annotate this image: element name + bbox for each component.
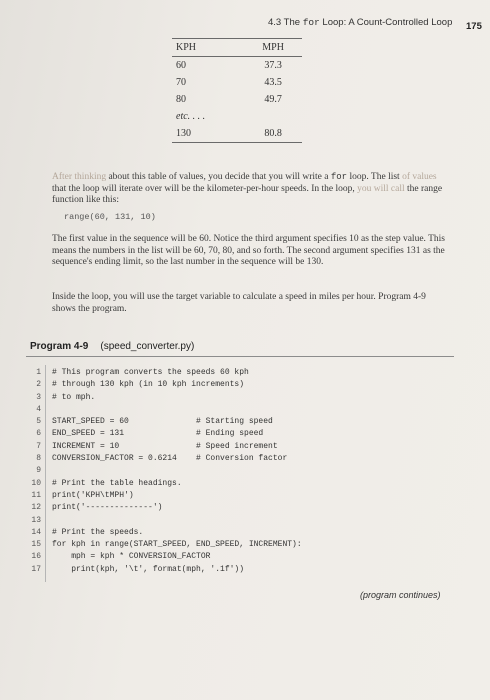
line-number: 7: [36, 441, 41, 451]
code-line: [30, 527, 302, 539]
code-line: [30, 392, 302, 404]
line-number: 13: [31, 515, 41, 525]
page-number: 175: [466, 21, 482, 32]
code-listing: [30, 367, 302, 576]
code-text: # Print the speeds.: [52, 527, 144, 537]
code-line: [30, 551, 302, 563]
code-text: print('KPH\tMPH'): [52, 490, 134, 500]
line-number: 4: [36, 404, 41, 414]
table-cell-mph: 43.5: [264, 77, 282, 88]
line-number: 6: [36, 429, 41, 439]
code-text: mph = kph * CONVERSION_FACTOR: [52, 552, 211, 562]
table-cell-mph: 37.3: [264, 60, 282, 71]
paragraph-range-explanation: The first value in the sequence will be 60. Notice the third argument specifies 10 as the step value. This means the numbers in the list will be 60, 70, 80, and so forth. The second argument specifies 131 as the sequence's ending limit, so the last number in the sequence will be 130.: [52, 234, 445, 267]
line-number: 2: [36, 380, 41, 390]
running-head-prefix: 4.3 The: [268, 17, 303, 28]
paragraph-loop-explanation: Inside the loop, you will use the target variable to calculate a speed in miles per hour. Program 4-9 shows the program.: [52, 292, 426, 314]
code-line: [30, 502, 302, 514]
paragraph-text: the range function like this:: [52, 183, 443, 205]
line-number: 14: [31, 527, 41, 537]
code-text: print('--------------'): [52, 503, 163, 513]
code-line: [30, 404, 302, 416]
paragraph-faded-text: of values: [402, 172, 437, 182]
line-number: 1: [36, 368, 41, 377]
table-row: [172, 125, 302, 143]
code-line: [30, 465, 302, 477]
table-row: [172, 91, 302, 108]
code-text: print(kph, '\t', format(mph, '.1f')): [52, 564, 245, 574]
table-cell-empty: [244, 108, 302, 125]
paragraph-text: about this table of values, you decide that you will write a: [106, 172, 331, 182]
table-row: [172, 74, 302, 91]
table-cell-kph: 70: [176, 77, 186, 88]
paragraph-faded-text: After thinking: [52, 172, 107, 182]
code-line: [30, 367, 302, 379]
line-number: 10: [31, 478, 41, 488]
code-text: # to mph.: [52, 392, 96, 402]
line-number: 5: [36, 417, 41, 427]
table-cell-kph: 130: [172, 125, 244, 143]
table-row: [172, 108, 302, 125]
program-filename: (speed_converter.py): [100, 341, 195, 352]
code-text: START_SPEED = 60 # Starting speed: [52, 417, 273, 427]
table-cell-etc: etc. . . .: [176, 111, 206, 122]
table-row: [172, 57, 302, 75]
table-cell-mph: 49.7: [264, 94, 282, 105]
paragraph-text: loop. The list: [347, 172, 403, 182]
program-continues-note: (program continues): [360, 590, 441, 600]
table-cell-kph: 80: [176, 94, 186, 105]
code-line: [30, 515, 302, 527]
code-text: END_SPEED = 131 # Ending speed: [52, 429, 264, 439]
code-text: for kph in range(START_SPEED, END_SPEED, INCREMENT):: [52, 540, 302, 550]
line-number: 16: [31, 552, 41, 562]
code-line: [30, 428, 302, 440]
code-line: [30, 490, 302, 502]
program-label: Program 4-9: [30, 341, 89, 352]
paragraph-faded-text: you will call: [357, 183, 405, 194]
code-line: [30, 441, 302, 453]
line-number: 15: [31, 540, 41, 550]
code-line: [30, 478, 302, 490]
line-number: 9: [36, 466, 41, 476]
code-line: [30, 564, 302, 576]
code-line: [30, 539, 302, 551]
line-number: 17: [31, 564, 41, 574]
code-text: # Print the table headings.: [52, 478, 182, 488]
inline-code-for: for: [330, 172, 348, 182]
paragraph-table-intro: [52, 172, 450, 207]
running-head-suffix: Loop: A Count-Controlled Loop: [319, 17, 453, 28]
code-line: [30, 416, 302, 428]
line-number: 3: [36, 392, 41, 402]
table-cell-kph: 60: [176, 60, 186, 71]
program-title-rule: [26, 356, 454, 357]
code-text: INCREMENT = 10 # Speed increment: [52, 441, 278, 451]
kph-mph-table: [172, 38, 302, 143]
table-header-row: [172, 39, 302, 57]
table-header-kph: KPH: [172, 39, 244, 57]
code-text: # through 130 kph (in 10 kph increments): [52, 380, 245, 390]
running-head-code: for: [302, 17, 320, 28]
code-line: [30, 453, 302, 465]
table-cell-mph: 80.8: [244, 125, 302, 143]
code-line: [30, 379, 302, 391]
line-number: 11: [31, 490, 41, 500]
running-head: [268, 17, 452, 28]
code-text: # This program converts the speeds 60 kph: [52, 368, 249, 377]
line-number: 8: [36, 454, 41, 464]
code-text: CONVERSION_FACTOR = 0.6214 # Conversion factor: [52, 454, 288, 464]
program-title: [30, 341, 194, 352]
paragraph-text: that the loop will iterate over will be the kilometer-per-hour speeds. In the loop,: [52, 183, 358, 194]
table-header-mph: MPH: [244, 39, 302, 57]
range-call-example: range(60, 131, 10): [64, 212, 156, 222]
line-number: 12: [31, 503, 41, 513]
